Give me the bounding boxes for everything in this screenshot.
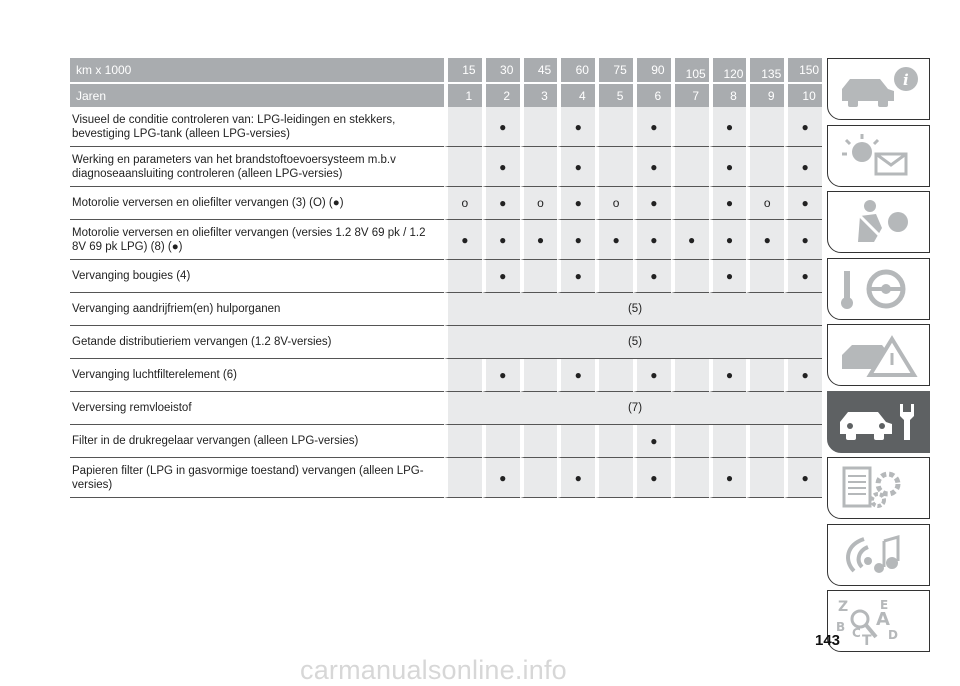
interval-mark: ● xyxy=(482,107,520,147)
task-description: Vervanging luchtfilterelement (6) xyxy=(70,359,444,392)
interval-mark: o xyxy=(746,187,784,220)
km-value: 90 xyxy=(633,58,671,84)
interval-mark xyxy=(595,107,633,147)
schedule-row xyxy=(70,147,822,187)
km-value: 150 xyxy=(784,58,822,84)
interval-mark: ● xyxy=(482,359,520,392)
interval-mark: ● xyxy=(784,107,822,147)
car-info-icon xyxy=(836,65,922,113)
interval-mark: ● xyxy=(633,425,671,458)
interval-mark: ● xyxy=(746,220,784,260)
year-value: 6 xyxy=(633,84,671,107)
schedule-row xyxy=(70,425,822,458)
interval-mark: ● xyxy=(633,359,671,392)
year-value: 3 xyxy=(520,84,558,107)
chapter-tab-technical-data[interactable] xyxy=(827,457,930,519)
interval-mark xyxy=(671,425,709,458)
dashboard-lights-icon xyxy=(836,132,922,180)
interval-mark xyxy=(746,458,784,498)
interval-mark: ● xyxy=(557,107,595,147)
interval-mark xyxy=(746,260,784,293)
interval-mark: ● xyxy=(482,220,520,260)
interval-mark: ● xyxy=(784,187,822,220)
interval-mark: o xyxy=(520,187,558,220)
years-label: Jaren xyxy=(70,84,444,107)
year-value: 4 xyxy=(557,84,595,107)
task-description: Verversing remvloeistof xyxy=(70,392,444,425)
interval-mark: ● xyxy=(482,147,520,187)
interval-mark xyxy=(746,147,784,187)
chapter-tab-multimedia[interactable] xyxy=(827,524,930,586)
interval-mark xyxy=(557,425,595,458)
year-value: 8 xyxy=(709,84,747,107)
task-description: Vervanging aandrijfriem(en) hulporganen xyxy=(70,293,444,326)
interval-note: (5) xyxy=(444,293,822,326)
interval-mark: ● xyxy=(557,147,595,187)
chapter-tab-index[interactable] xyxy=(827,590,930,652)
schedule-row xyxy=(70,326,822,359)
index-letter: A xyxy=(876,609,890,630)
interval-mark: o xyxy=(444,187,482,220)
interval-mark: ● xyxy=(482,260,520,293)
task-description: Motorolie verversen en oliefilter vervangen (3) (O) (●) xyxy=(70,187,444,220)
interval-mark xyxy=(595,260,633,293)
schedule-body xyxy=(70,107,822,498)
index-letter: T xyxy=(862,633,872,645)
task-description: Visueel de conditie controleren van: LPG-leidingen en stekkers, bevestiging LPG-tank (alleen LPG-versies) xyxy=(70,107,444,147)
interval-mark xyxy=(671,458,709,498)
safety-seatbelt-icon xyxy=(836,198,922,246)
interval-mark xyxy=(671,359,709,392)
task-description: Getande distributieriem vervangen (1.2 8V-versies) xyxy=(70,326,444,359)
interval-mark: ● xyxy=(633,147,671,187)
index-letter: B xyxy=(836,620,846,634)
interval-mark xyxy=(671,187,709,220)
interval-mark xyxy=(520,260,558,293)
interval-mark: ● xyxy=(557,260,595,293)
interval-mark: ● xyxy=(595,220,633,260)
years-header-row xyxy=(70,84,822,107)
schedule-row xyxy=(70,458,822,498)
interval-mark: ● xyxy=(784,260,822,293)
km-value: 120 xyxy=(709,58,747,84)
watermark: carmanualsonline.info xyxy=(300,655,567,685)
interval-mark xyxy=(444,458,482,498)
interval-mark: ● xyxy=(709,107,747,147)
interval-mark xyxy=(520,359,558,392)
interval-mark: ● xyxy=(709,458,747,498)
interval-note: (7) xyxy=(444,392,822,425)
interval-mark xyxy=(444,425,482,458)
km-value: 60 xyxy=(557,58,595,84)
interval-mark: ● xyxy=(633,220,671,260)
interval-mark xyxy=(444,107,482,147)
task-description: Werking en parameters van het brandstoftoevoersysteem m.b.v diagnoseaansluiting controleren (alleen LPG-versies) xyxy=(70,147,444,187)
index-letter: E xyxy=(880,598,889,612)
interval-mark: ● xyxy=(633,187,671,220)
task-description: Motorolie verversen en oliefilter vervangen (versies 1.2 8V 69 pk / 1.2 8V 69 pk LPG) (8) (●) xyxy=(70,220,444,260)
schedule-row xyxy=(70,220,822,260)
chapter-tab-maintenance[interactable] xyxy=(827,391,930,453)
interval-note: (5) xyxy=(444,326,822,359)
km-value: 75 xyxy=(595,58,633,84)
schedule-row xyxy=(70,107,822,147)
km-header-row xyxy=(70,58,822,84)
steering-key-icon xyxy=(836,265,922,313)
interval-mark: ● xyxy=(784,359,822,392)
task-description: Filter in de drukregelaar vervangen (alleen LPG-versies) xyxy=(70,425,444,458)
interval-mark xyxy=(746,107,784,147)
schedule-row xyxy=(70,392,822,425)
interval-mark: ● xyxy=(709,359,747,392)
year-value: 5 xyxy=(595,84,633,107)
interval-mark: ● xyxy=(709,187,747,220)
year-value: 1 xyxy=(444,84,482,107)
svg-text:i: i xyxy=(903,71,909,89)
task-description: Vervanging bougies (4) xyxy=(70,260,444,293)
interval-mark xyxy=(444,260,482,293)
chapter-tab-starting-driving[interactable] xyxy=(827,258,930,320)
alphabetical-index-icon xyxy=(836,597,922,645)
index-letter: D xyxy=(888,628,898,642)
interval-mark: ● xyxy=(784,147,822,187)
interval-mark: ● xyxy=(633,107,671,147)
interval-mark xyxy=(595,359,633,392)
interval-mark: ● xyxy=(709,260,747,293)
maintenance-schedule-table xyxy=(70,58,822,498)
interval-mark xyxy=(671,147,709,187)
interval-mark xyxy=(595,147,633,187)
chapter-sidebar xyxy=(827,58,930,657)
interval-mark: ● xyxy=(557,458,595,498)
interval-mark xyxy=(520,107,558,147)
index-letter: C xyxy=(852,626,861,640)
page-number: 143 xyxy=(815,632,841,649)
interval-mark: ● xyxy=(671,220,709,260)
interval-mark xyxy=(671,260,709,293)
interval-mark: ● xyxy=(633,458,671,498)
interval-mark: ● xyxy=(482,458,520,498)
interval-mark: ● xyxy=(520,220,558,260)
interval-mark: ● xyxy=(784,458,822,498)
chapter-tab-dashboard[interactable] xyxy=(827,125,930,187)
interval-mark: ● xyxy=(482,187,520,220)
km-value: 105 xyxy=(671,58,709,84)
km-value: 15 xyxy=(444,58,482,84)
chapter-tab-safety[interactable] xyxy=(827,191,930,253)
interval-mark: ● xyxy=(444,220,482,260)
year-value: 2 xyxy=(482,84,520,107)
multimedia-icon xyxy=(836,531,922,579)
interval-mark xyxy=(595,425,633,458)
interval-mark xyxy=(709,425,747,458)
year-value: 10 xyxy=(784,84,822,107)
schedule-row xyxy=(70,359,822,392)
interval-mark xyxy=(595,458,633,498)
chapter-tab-emergency[interactable] xyxy=(827,324,930,386)
interval-mark: ● xyxy=(633,260,671,293)
interval-mark: ● xyxy=(784,220,822,260)
interval-mark: ● xyxy=(557,359,595,392)
schedule-row xyxy=(70,293,822,326)
task-description: Papieren filter (LPG in gasvormige toestand) vervangen (alleen LPG-versies) xyxy=(70,458,444,498)
technical-data-icon xyxy=(836,464,922,512)
schedule-row xyxy=(70,187,822,220)
km-label: km x 1000 xyxy=(70,58,444,84)
emergency-warning-icon xyxy=(836,331,922,379)
interval-mark xyxy=(444,147,482,187)
interval-mark xyxy=(671,107,709,147)
interval-mark: ● xyxy=(557,187,595,220)
interval-mark xyxy=(520,147,558,187)
car-maintenance-icon xyxy=(836,398,922,446)
year-value: 7 xyxy=(671,84,709,107)
schedule-row xyxy=(70,260,822,293)
km-value: 30 xyxy=(482,58,520,84)
index-letter: Z xyxy=(838,599,849,615)
interval-mark xyxy=(520,425,558,458)
km-value: 135 xyxy=(746,58,784,84)
year-value: 9 xyxy=(746,84,784,107)
interval-mark xyxy=(482,425,520,458)
interval-mark xyxy=(784,425,822,458)
interval-mark xyxy=(520,458,558,498)
chapter-tab-car-info[interactable] xyxy=(827,58,930,120)
interval-mark: o xyxy=(595,187,633,220)
interval-mark: ● xyxy=(709,220,747,260)
interval-mark xyxy=(746,425,784,458)
interval-mark xyxy=(444,359,482,392)
interval-mark xyxy=(746,359,784,392)
km-value: 45 xyxy=(520,58,558,84)
interval-mark: ● xyxy=(709,147,747,187)
interval-mark: ● xyxy=(557,220,595,260)
